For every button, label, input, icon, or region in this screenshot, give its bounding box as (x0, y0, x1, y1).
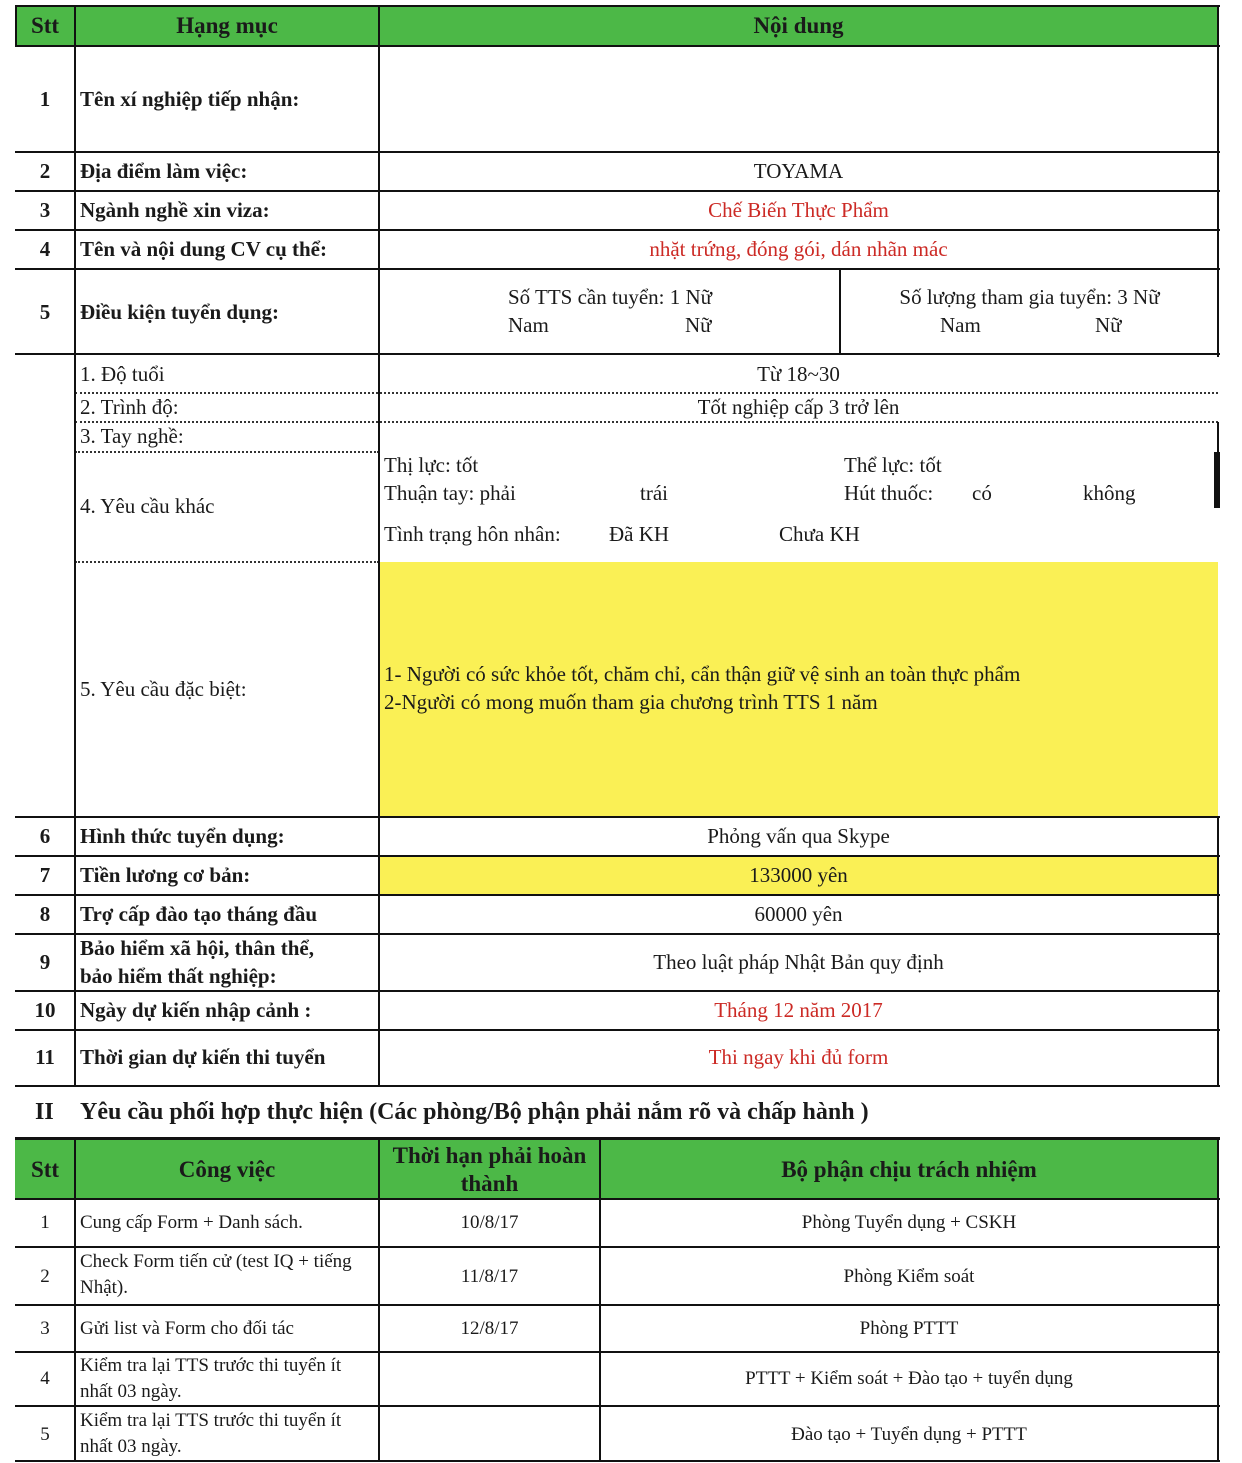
marital-single: Chưa KH (779, 522, 860, 546)
education-label: 2. Trình độ: (80, 395, 179, 419)
t2-row-4-task-line1: Kiểm tra lại TTS trước thi tuyển ít (80, 1355, 342, 1376)
marital-married: Đã KH (609, 522, 670, 546)
fitness-requirement: Thể lực: tốt (844, 453, 942, 477)
row-9-stt: 9 (39, 950, 51, 974)
row-9-label-line2: bảo hiểm thất nghiệp: (80, 964, 277, 988)
t2-header-stt: Stt (30, 1157, 60, 1182)
row-7-stt: 7 (39, 863, 51, 887)
row-3-value: Chế Biến Thực Phẩm (708, 198, 889, 222)
marital-status-label: Tình trạng hôn nhân: (384, 522, 561, 546)
row-11-label: Thời gian dự kiến thi tuyển (80, 1045, 326, 1069)
t2-row-2-stt: 2 (40, 1266, 50, 1287)
handedness-right: Thuận tay: phải (384, 481, 516, 505)
t2-row-5-task-line2: nhất 03 ngày. (80, 1436, 182, 1457)
smoking-yes: có (972, 481, 992, 505)
section-2-title: Yêu cầu phối hợp thực hiện (Các phòng/Bộ phận phải nắm rõ và chấp hành ) (80, 1099, 869, 1125)
t2-row-3-stt: 3 (40, 1318, 50, 1339)
row-2-stt: 2 (39, 159, 51, 183)
row-1-label: Tên xí nghiệp tiếp nhận: (80, 87, 300, 111)
t2-row-4-stt: 4 (40, 1368, 50, 1389)
t2-header-task: Công việc (178, 1157, 276, 1182)
t2-row-1-department: Phòng Tuyển dụng + CSKH (801, 1212, 1017, 1233)
row-1-stt: 1 (39, 87, 51, 111)
row-4-value: nhặt trứng, đóng gói, dán nhãn mác (649, 237, 948, 261)
row-4-stt: 4 (39, 237, 51, 261)
t2-row-5-department: Đào tạo + Tuyển dụng + PTTT (791, 1424, 1027, 1445)
skill-label: 3. Tay nghề: (80, 424, 184, 448)
participants-male: Nam (940, 313, 981, 337)
trainees-needed-male: Nam (508, 313, 549, 337)
row-10-label: Ngày dự kiến nhập cảnh : (80, 998, 312, 1022)
row-11-stt: 11 (35, 1045, 55, 1069)
t2-row-2-task-line2: Nhật). (80, 1277, 129, 1298)
trainees-needed: Số TTS cần tuyển: 1 Nữ (507, 285, 713, 309)
t2-row-2-deadline: 11/8/17 (460, 1266, 519, 1287)
special-requirement-2: 2-Người có mong muốn tham gia chương trình TTS 1 năm (384, 690, 878, 714)
t2-header-deadline-line1: Thời hạn phải hoàn (392, 1143, 587, 1168)
special-requirements-label: 5. Yêu cầu đặc biệt: (80, 677, 247, 701)
row-10-stt: 10 (34, 998, 56, 1022)
row-9-value: Theo luật pháp Nhật Bản quy định (653, 950, 944, 974)
age-label: 1. Độ tuổi (80, 362, 165, 386)
row-6-stt: 6 (39, 824, 51, 848)
row-2-label: Địa điểm làm việc: (80, 159, 248, 183)
smoking-no: không (1083, 481, 1136, 505)
participants-count: Số lượng tham gia tuyển: 3 Nữ (899, 285, 1160, 309)
t2-row-5-task-line1: Kiểm tra lại TTS trước thi tuyển ít (80, 1410, 342, 1431)
row-4-label: Tên và nội dung CV cụ thể: (80, 237, 327, 261)
row-8-label: Trợ cấp đào tạo tháng đầu (80, 902, 318, 926)
row-6-label: Hình thức tuyển dụng: (80, 824, 285, 848)
row-5-label: Điều kiện tuyển dụng: (80, 300, 279, 324)
row-6-value: Phỏng vấn qua Skype (707, 824, 890, 848)
row-9-label-line1: Bảo hiểm xã hội, thân thể, (80, 936, 314, 960)
t2-row-2-department: Phòng Kiểm soát (843, 1266, 975, 1287)
t2-row-3-deadline: 12/8/17 (460, 1318, 519, 1339)
t2-header-department: Bộ phận chịu trách nhiệm (781, 1157, 1037, 1182)
header-category: Hạng mục (176, 13, 278, 38)
t2-row-3-task: Gửi list và Form cho đối tác (80, 1318, 294, 1339)
t2-row-3-department: Phòng PTTT (859, 1318, 959, 1339)
t2-row-5-stt: 5 (40, 1424, 50, 1445)
row-5-stt: 5 (39, 300, 51, 324)
row-3-stt: 3 (39, 198, 51, 222)
row-8-stt: 8 (39, 902, 51, 926)
cell-border-mark (1214, 452, 1220, 508)
row-8-value: 60000 yên (754, 902, 843, 926)
t2-row-4-task-line2: nhất 03 ngày. (80, 1381, 182, 1402)
t2-row-1-deadline: 10/8/17 (460, 1212, 519, 1233)
education-value: Tốt nghiệp cấp 3 trở lên (697, 395, 900, 419)
row-7-label: Tiền lương cơ bản: (80, 863, 251, 887)
t2-header-deadline-line2: thành (460, 1171, 519, 1196)
section-2-number: II (35, 1099, 54, 1125)
t2-row-1-stt: 1 (40, 1212, 50, 1233)
handedness-left: trái (640, 481, 668, 505)
special-requirement-1: 1- Người có sức khỏe tốt, chăm chỉ, cẩn thận giữ vệ sinh an toàn thực phẩm (384, 662, 1021, 686)
header-content: Nội dung (753, 13, 844, 38)
row-11-value: Thi ngay khi đủ form (708, 1045, 889, 1069)
t2-row-4-department: PTTT + Kiểm soát + Đào tạo + tuyển dụng (745, 1368, 1073, 1389)
row-3-label: Ngành nghề xin viza: (80, 198, 270, 222)
smoking-label: Hút thuốc: (844, 481, 934, 505)
participants-female: Nữ (1095, 313, 1122, 337)
trainees-needed-female: Nữ (685, 313, 712, 337)
other-requirements-label: 4. Yêu cầu khác (80, 494, 215, 518)
row-7-value: 133000 yên (749, 863, 848, 887)
row-10-value: Tháng 12 năm 2017 (714, 998, 883, 1022)
t2-row-2-task-line1: Check Form tiến cử (test IQ + tiếng (80, 1251, 352, 1272)
row-2-value: TOYAMA (753, 159, 844, 183)
t2-row-1-task: Cung cấp Form + Danh sách. (80, 1212, 303, 1233)
vision-requirement: Thị lực: tốt (384, 453, 479, 477)
header-stt: Stt (30, 13, 60, 38)
age-value: Từ 18~30 (757, 362, 840, 386)
